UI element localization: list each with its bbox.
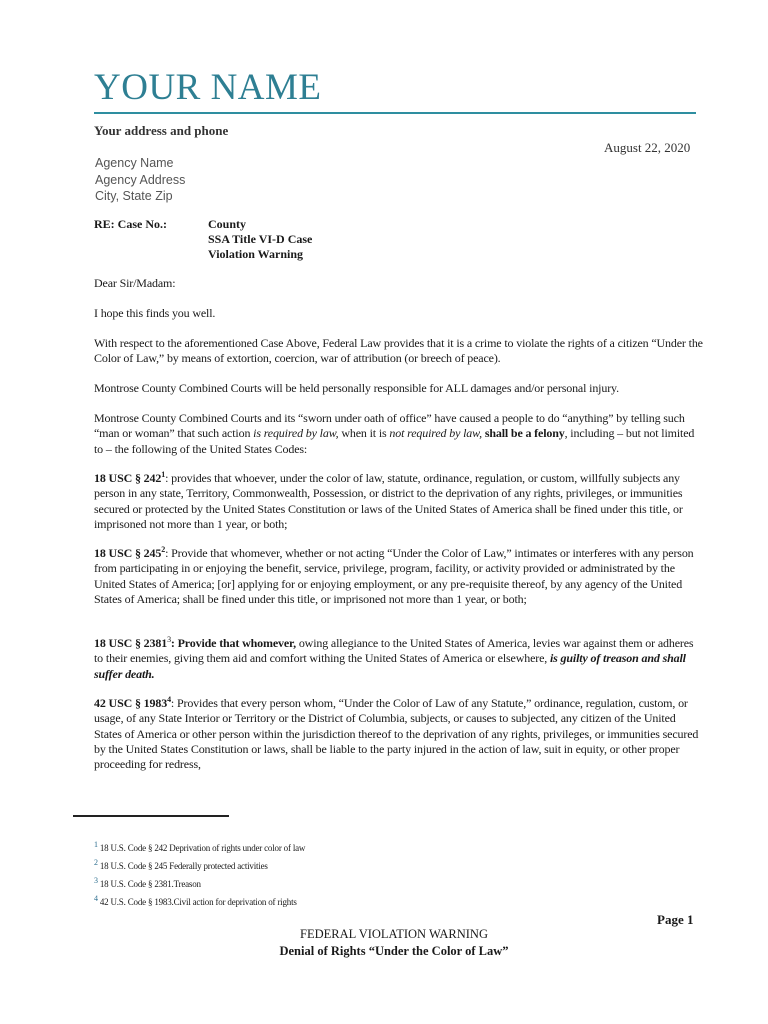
usc-245-label: 18 USC § 245 bbox=[94, 546, 162, 560]
paragraph-responsibility: Montrose County Combined Courts will be held personally responsible for ALL damages and/or personal injury. bbox=[94, 381, 619, 395]
re-subject: Violation Warning bbox=[208, 247, 304, 261]
salutation: Dear Sir/Madam: bbox=[94, 276, 176, 290]
agency-city: City, State Zip bbox=[95, 189, 173, 203]
footnote-separator bbox=[73, 815, 229, 817]
re-case-type: SSA Title VI-D Case bbox=[208, 232, 313, 246]
footnote-ref-2[interactable]: 2 bbox=[161, 545, 166, 554]
section-18-usc-245: 18 USC § $245^2$: Provide that whomever, whether or not acting “Under the Color of Law,” intimates or interferes with any person from participating in or enjoying the benefit, service, privilege, program, facility, or activity provided or administrated by the United States of America; [or] applying for or enjoying employment, or any pre-requisite thereof, by any agency of the United States of America; shall be fined under this title, or imprisoned not more than 1 year, or both; bbox=[94, 545, 694, 606]
treason-emphasis: is guilty of treason and shall suffer death. bbox=[94, 651, 686, 681]
footnote-ref-4[interactable]: 4 bbox=[167, 695, 171, 704]
section-18-usc-242: 18 USC § $242^1$: provides that whoever, under the color of law, statute, ordinance, regulation, or custom, willfully subjects any person in any state, Territory, Commonwealth, Possession, or district to the deprivation of any rights, privileges, or immunities secured or protected by the United States Constitution or laws of the United States of America shall be fined under this title, or imprisoned not more than 1 year, or both; bbox=[94, 470, 683, 531]
sender-name: YOUR NAME bbox=[94, 67, 322, 108]
re-county: County bbox=[208, 217, 247, 231]
footnote-2: 2 18 U.S. Code § 245 Federally protected activities bbox=[94, 858, 268, 871]
agency-name: Agency Name bbox=[95, 156, 174, 170]
footnote-ref-3[interactable]: 3 bbox=[167, 635, 171, 644]
section-18-usc-2381: 18 USC § 2381$^3$: Provide that whomever, owing allegiance to the United States of America, levies war against them or adheres to their enemies, giving them aid and comfort withing the United States of America or elsewhere, is guilty of treason and shall suffer death. bbox=[94, 635, 694, 681]
intro-paragraph: I hope this finds you well. bbox=[94, 306, 216, 320]
footnote-1: 1 18 U.S. Code § 242 Deprivation of rights under color of law bbox=[94, 840, 306, 853]
footer-title: FEDERAL VIOLATION WARNING bbox=[300, 927, 488, 941]
re-details bbox=[208, 217, 312, 262]
header-divider bbox=[94, 112, 696, 114]
paragraph-color-of-law: With respect to the aforementioned Case Above, Federal Law provides that it is a crime to violate the rights of a citizen “Under the Color of Law,” by means of extortion, coercion, war of attribution (or breech of peace). bbox=[94, 336, 703, 366]
footnote-4: 4 42 U.S. Code § 1983.Civil action for deprivation of rights bbox=[94, 894, 297, 907]
section-42-usc-1983: 42 USC § 1983$^4$: Provides that every person whom, “Under the Color of Law of any Statute,” ordinance, regulation, custom, or usage, of any State Interior or Territory or the District of Columbia, subjects, or causes to subjected, any citizen of the United States of America or other person within the jurisdiction thereof to the deprivation of any rights, privileges, or immunities secured by the United States Constitution or laws, shall be liable to the party injured in the action of law, suit in equity, or other proper proceeding for redress, bbox=[94, 695, 699, 772]
footer-subtitle: Denial of Rights “Under the Color of Law” bbox=[279, 944, 509, 958]
letter-date: August 22, 2020 bbox=[604, 140, 691, 155]
usc-1983-label: 42 USC § 1983 bbox=[94, 696, 168, 710]
recipient-block bbox=[95, 155, 185, 205]
usc-2381-label: 18 USC § 2381 bbox=[94, 636, 168, 650]
paragraph-felony: Montrose County Combined Courts and its “sworn under oath of office” have caused a people to do “anything” by telling such “man or woman” that such action is required by law, when it is not required by law, shall be a felony, including – but not limited to – the following of the United States Codes: bbox=[94, 411, 695, 456]
footnote-3: 3 18 U.S. Code § 2381.Treason bbox=[94, 876, 201, 889]
agency-address: Agency Address bbox=[95, 172, 186, 187]
footnote-ref-1[interactable]: 1 bbox=[161, 470, 166, 479]
usc-242-label: 18 USC § 242 bbox=[94, 471, 162, 485]
re-label: RE: Case No.: bbox=[94, 217, 167, 231]
page-number: Page 1 bbox=[657, 912, 694, 927]
sender-address: Your address and phone bbox=[94, 123, 229, 138]
felony-emphasis: shall be a felony bbox=[484, 426, 565, 441]
